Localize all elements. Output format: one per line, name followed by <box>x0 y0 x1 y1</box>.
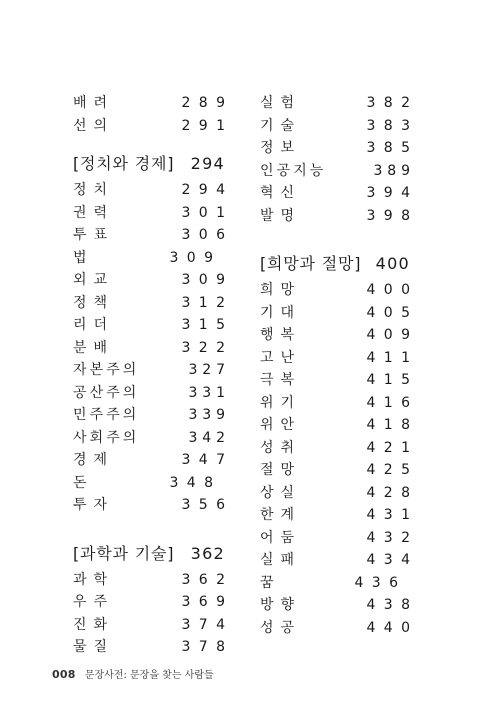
entry-term: 투표 <box>73 227 115 243</box>
entry-term: 민주주의 <box>73 407 140 423</box>
entry-page-number: 309 <box>169 249 222 266</box>
entry-page-number: 416 <box>366 394 419 411</box>
index-entry <box>260 459 419 482</box>
entry-page-number: 322 <box>181 339 234 356</box>
index-entry <box>260 617 419 640</box>
entry-page-number: 339 <box>188 407 230 423</box>
entry-page-number: 289 <box>181 95 234 111</box>
index-entry <box>260 160 415 183</box>
index-entry <box>73 202 234 225</box>
index-entry <box>73 115 234 138</box>
section-heading-science-technology <box>73 539 225 569</box>
entry-page-number: 383 <box>366 117 419 134</box>
entry-page-number: 378 <box>181 639 234 655</box>
entry-term: 우주 <box>73 594 115 610</box>
entry-page-number: 294 <box>181 182 234 198</box>
index-entry <box>260 414 419 437</box>
entry-page-number: 342 <box>188 429 230 446</box>
entry-page-number: 315 <box>181 317 234 333</box>
index-entry <box>260 92 419 115</box>
entry-page-number: 415 <box>366 372 419 388</box>
entry-term: 성공 <box>260 619 302 636</box>
index-entry <box>260 437 419 460</box>
index-entry <box>73 382 230 405</box>
entry-page-number: 356 <box>181 497 234 513</box>
entry-term: 돈 <box>73 474 94 491</box>
section-page-number: 362 <box>190 543 225 563</box>
entry-page-number: 421 <box>366 439 419 456</box>
index-entry <box>260 347 419 370</box>
entry-term: 물질 <box>73 639 115 655</box>
entry-page-number: 309 <box>181 272 234 288</box>
index-entry <box>73 179 234 202</box>
entry-term: 혁신 <box>260 185 302 201</box>
entry-page-number: 411 <box>366 349 419 366</box>
entry-page-number: 347 <box>181 452 234 468</box>
index-entry <box>260 279 419 302</box>
index-entry <box>73 359 230 382</box>
index-entry <box>260 572 410 595</box>
index-entry <box>73 92 234 115</box>
entry-page-number: 436 <box>354 574 407 591</box>
entry-page-number: 428 <box>366 484 419 501</box>
entry-term: 어둠 <box>260 529 302 546</box>
entry-term: 성취 <box>260 439 302 456</box>
entry-page-number: 400 <box>366 282 419 298</box>
index-entry <box>73 269 234 292</box>
index-entry <box>260 527 419 550</box>
entry-term: 인공지능 <box>260 162 327 179</box>
entry-page-number: 327 <box>188 362 230 378</box>
section-page-number: 294 <box>190 154 225 173</box>
entry-page-number: 374 <box>181 616 234 633</box>
entry-term: 사회주의 <box>73 429 140 446</box>
index-column-left <box>73 92 234 659</box>
section-title: [과학과 기술] <box>73 543 175 563</box>
entry-group <box>73 569 234 659</box>
entry-term: 정보 <box>260 140 302 156</box>
entry-page-number: 331 <box>188 384 230 401</box>
footer-page-number: 008 <box>52 668 76 681</box>
index-column-right <box>260 92 419 639</box>
index-entry <box>260 392 419 415</box>
entry-term: 고난 <box>260 349 302 366</box>
index-entry <box>260 549 419 572</box>
entry-page-number: 418 <box>366 417 419 433</box>
entry-term: 기술 <box>260 117 302 134</box>
entry-page-number: 389 <box>373 162 415 179</box>
index-entry <box>73 494 234 517</box>
entry-page-number: 312 <box>181 294 234 311</box>
entry-page-number: 385 <box>366 140 419 156</box>
index-entry <box>73 591 234 614</box>
entry-term: 정치 <box>73 182 115 198</box>
entry-term: 권력 <box>73 204 115 221</box>
index-entry <box>73 224 234 247</box>
page-footer <box>52 666 214 681</box>
entry-term: 선의 <box>73 117 115 134</box>
entry-page-number: 382 <box>366 95 419 111</box>
entry-page-number: 362 <box>181 571 234 588</box>
entry-term: 분배 <box>73 339 115 356</box>
entry-term: 상실 <box>260 484 302 501</box>
section-title: [희망과 절망] <box>260 254 362 273</box>
index-entry <box>73 636 234 659</box>
entry-term: 희망 <box>260 282 302 298</box>
entry-page-number: 301 <box>181 204 234 221</box>
entry-term: 배려 <box>73 95 115 111</box>
section-heading-hope-despair <box>260 249 410 279</box>
index-entry <box>260 324 419 347</box>
entry-term: 공산주의 <box>73 384 140 401</box>
index-entry <box>260 115 419 138</box>
entry-term: 자본주의 <box>73 362 140 378</box>
entry-page-number: 348 <box>169 474 222 491</box>
index-entry <box>260 302 419 325</box>
entry-term: 꿈 <box>260 574 281 591</box>
entry-term: 경제 <box>73 452 115 468</box>
footer-running-title: 문장사전: 문장을 찾는 사람들 <box>84 670 214 681</box>
entry-page-number: 394 <box>366 185 419 201</box>
index-entry <box>260 137 419 160</box>
entry-page-number: 434 <box>366 552 419 568</box>
entry-term: 정책 <box>73 294 115 311</box>
entry-term: 외교 <box>73 272 115 288</box>
entry-term: 위기 <box>260 394 302 411</box>
entry-page-number: 369 <box>181 594 234 610</box>
entry-term: 투자 <box>73 497 115 513</box>
entry-page-number: 409 <box>366 327 419 343</box>
entry-term: 실험 <box>260 95 302 111</box>
index-entry <box>73 337 234 360</box>
entry-term: 절망 <box>260 462 302 478</box>
index-entry <box>260 482 419 505</box>
entry-page-number: 291 <box>181 117 234 134</box>
entry-group <box>73 92 234 137</box>
entry-page-number: 431 <box>366 507 419 523</box>
entry-group <box>260 92 419 227</box>
index-entry <box>73 472 225 495</box>
entry-term: 위안 <box>260 417 302 433</box>
index-entry <box>260 182 419 205</box>
entry-term: 과학 <box>73 571 115 588</box>
index-entry <box>73 404 230 427</box>
entry-page-number: 306 <box>181 227 234 243</box>
entry-term: 한계 <box>260 507 302 523</box>
index-entry <box>260 205 419 228</box>
entry-page-number: 425 <box>366 462 419 478</box>
section-heading-politics-economy <box>73 149 225 179</box>
entry-page-number: 440 <box>366 619 419 636</box>
entry-term: 방향 <box>260 597 302 613</box>
section-page-number: 400 <box>375 254 410 273</box>
entry-page-number: 398 <box>366 207 419 224</box>
index-entry <box>260 504 419 527</box>
entry-group <box>73 179 234 517</box>
entry-page-number: 405 <box>366 304 419 321</box>
entry-term: 법 <box>73 249 94 266</box>
index-entry <box>73 314 234 337</box>
index-entry <box>73 569 234 592</box>
index-entry <box>73 247 225 270</box>
entry-term: 발명 <box>260 207 302 224</box>
index-entry <box>260 594 419 617</box>
entry-term: 기대 <box>260 304 302 321</box>
entry-term: 행복 <box>260 327 302 343</box>
index-entry <box>260 369 419 392</box>
index-entry <box>73 292 234 315</box>
entry-group <box>260 279 419 639</box>
entry-term: 실패 <box>260 552 302 568</box>
entry-term: 진화 <box>73 616 115 633</box>
entry-page-number: 432 <box>366 529 419 546</box>
index-entry <box>73 427 230 450</box>
entry-page-number: 438 <box>366 597 419 613</box>
entry-term: 극복 <box>260 372 302 388</box>
index-entry <box>73 449 234 472</box>
index-entry <box>73 614 234 637</box>
entry-term: 리더 <box>73 317 115 333</box>
section-title: [정치와 경제] <box>73 154 175 173</box>
